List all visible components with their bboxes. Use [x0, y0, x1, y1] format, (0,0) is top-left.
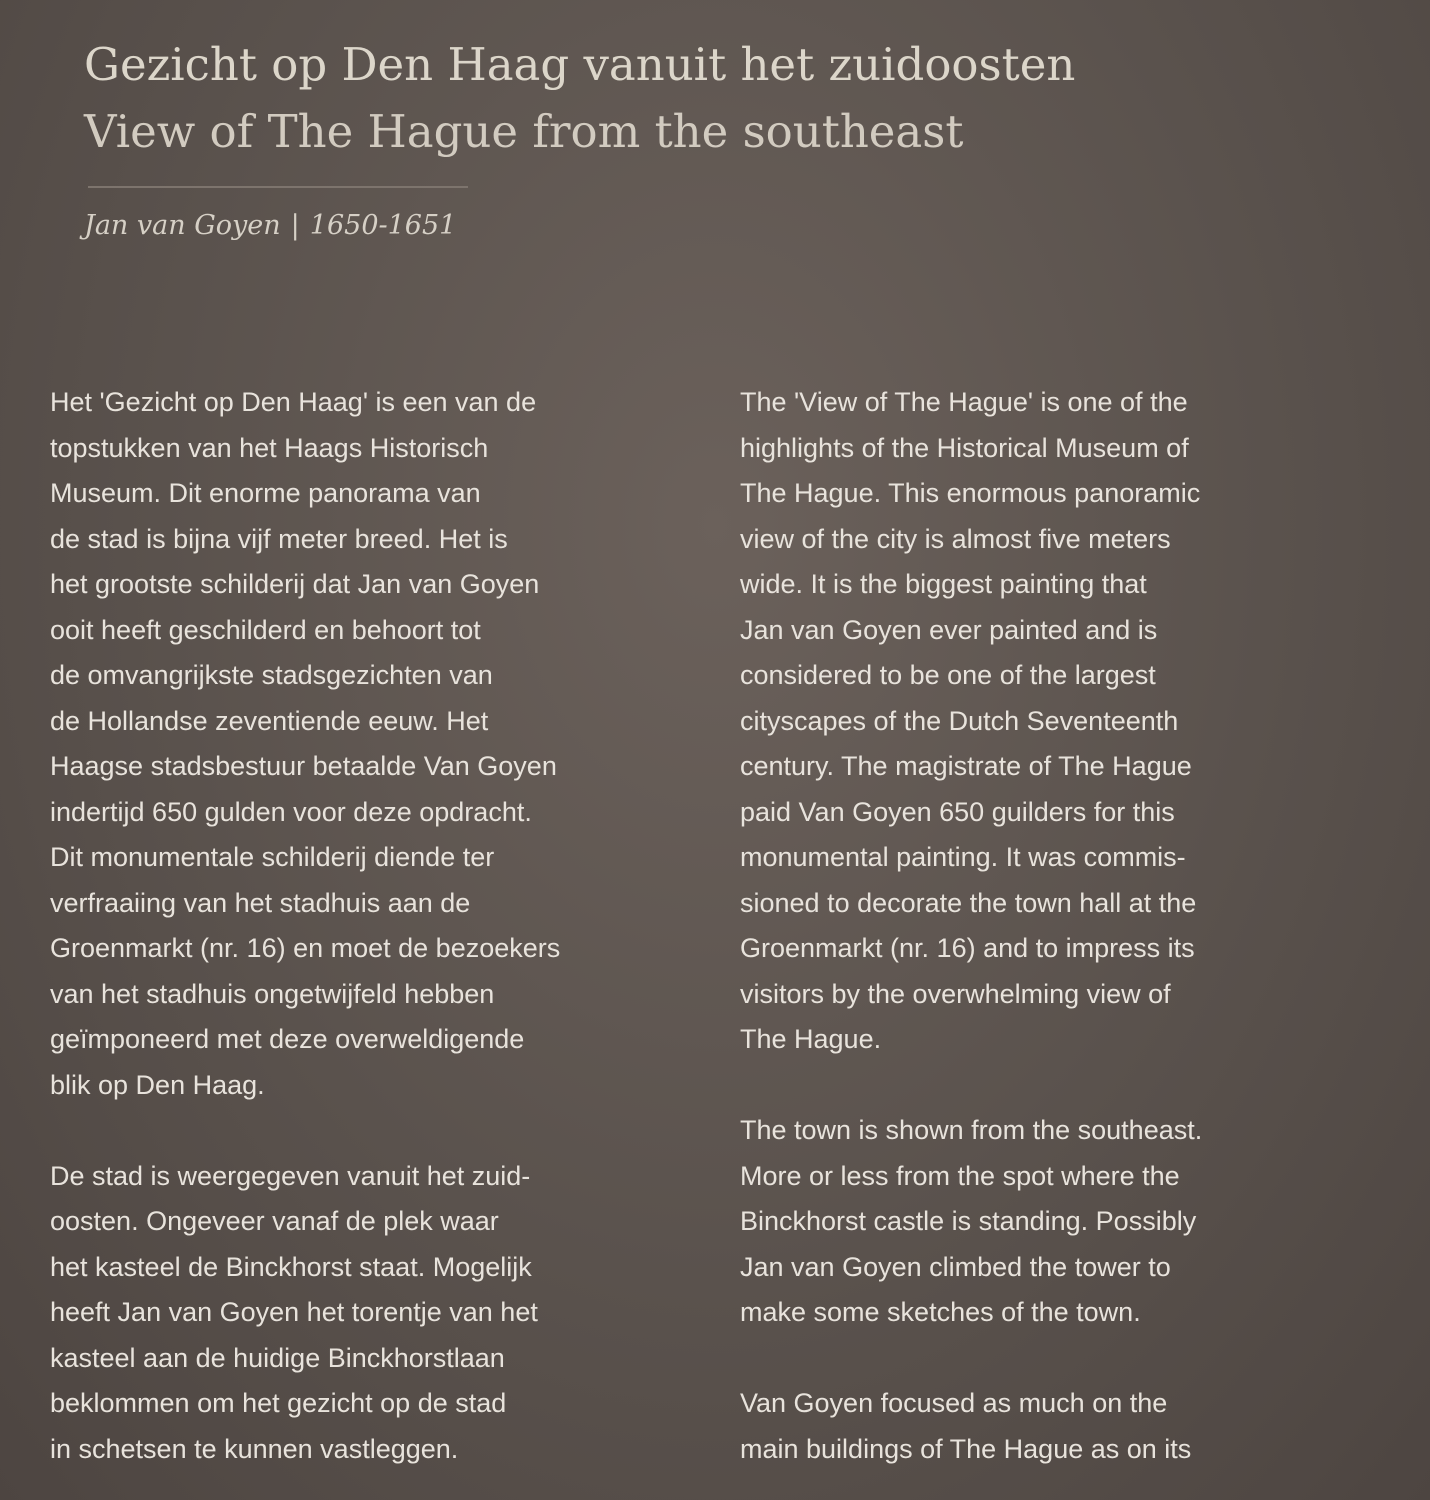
text-line: de stad is bijna vijf meter breed. Het is [50, 523, 508, 554]
title-divider [88, 186, 468, 188]
text-line: Jan van Goyen ever painted and is [740, 614, 1158, 645]
text-line: Dit monumentale schilderij diende ter [50, 842, 495, 872]
text-line: kasteel aan de huidige Binckhorstlaan [50, 1342, 505, 1373]
text-line: paid Van Goyen 650 guilders for this [740, 796, 1175, 827]
text-line: monumental painting. It was commis- [740, 842, 1186, 872]
text-line: geïmponeerd met deze overweldigende [50, 1024, 525, 1054]
dutch-paragraph-1 [50, 380, 700, 1108]
text-line: het kasteel de Binckhorst staat. Mogelijk [50, 1251, 532, 1282]
paragraph-gap [740, 1063, 1360, 1109]
byline-separator: | [290, 210, 300, 241]
text-line: Binckhorst castle is standing. Possibly [740, 1206, 1197, 1236]
text-line: indertijd 650 gulden voor deze opdracht. [50, 796, 532, 827]
text-line: The Hague. This enormous panoramic [740, 478, 1201, 508]
text-line: highlights of the Historical Museum of [740, 432, 1189, 463]
text-line: More or less from the spot where the [740, 1160, 1180, 1191]
english-paragraph-1 [740, 380, 1360, 1063]
text-line: century. The magistrate of The Hague [740, 751, 1192, 781]
text-line: blik op Den Haag. [50, 1069, 265, 1100]
text-line: Groenmarkt (nr. 16) and to impress its [740, 933, 1195, 963]
artwork-date: 1650-1651 [309, 210, 457, 241]
text-line: Groenmarkt (nr. 16) en moet de bezoekers [50, 933, 561, 963]
text-line: ooit heeft geschilderd en behoort tot [50, 614, 481, 645]
text-line: make some sketches of the town. [740, 1297, 1141, 1327]
text-line: in schetsen te kunnen vastleggen. [50, 1433, 459, 1464]
text-line: Het 'Gezicht op Den Haag' is een van de [50, 387, 537, 417]
text-line: heeft Jan van Goyen het torentje van het [50, 1297, 538, 1327]
text-line: considered to be one of the largest [740, 660, 1156, 690]
english-text-column [740, 380, 1360, 1472]
text-line: wide. It is the biggest painting that [740, 569, 1147, 599]
text-line: cityscapes of the Dutch Seventeenth [740, 705, 1179, 736]
title-dutch: Gezicht op Den Haag vanuit het zuidoosten [84, 38, 1076, 91]
text-line: Jan van Goyen climbed the tower to [740, 1251, 1171, 1282]
text-line: Museum. Dit enorme panorama van [50, 478, 481, 508]
byline [84, 210, 456, 241]
text-line: topstukken van het Haags Historisch [50, 432, 489, 463]
text-line: visitors by the overwhelming view of [740, 978, 1171, 1009]
text-line: oosten. Ongeveer vanaf de plek waar [50, 1206, 499, 1236]
text-line: Haagse stadsbestuur betaalde Van Goyen [50, 751, 557, 781]
text-line: sioned to decorate the town hall at the [740, 887, 1197, 918]
text-line: de omvangrijkste stadsgezichten van [50, 660, 493, 690]
text-line: view of the city is almost five meters [740, 523, 1171, 554]
text-line: de Hollandse zeventiende eeuw. Het [50, 705, 489, 736]
text-line: The 'View of The Hague' is one of the [740, 387, 1188, 417]
paragraph-gap [740, 1336, 1360, 1382]
text-line: het grootste schilderij dat Jan van Goyen [50, 569, 540, 599]
text-line: main buildings of The Hague as on its [740, 1433, 1192, 1464]
text-line: Van Goyen focused as much on the [740, 1388, 1168, 1418]
dutch-text-column [50, 380, 700, 1472]
text-line: verfraaiing van het stadhuis aan de [50, 887, 471, 918]
text-line: The town is shown from the southeast. [740, 1115, 1203, 1145]
title-english: View of The Hague from the southeast [84, 105, 964, 158]
paragraph-gap [50, 1108, 700, 1154]
text-line: The Hague. [740, 1024, 882, 1054]
dutch-paragraph-2 [50, 1154, 700, 1473]
text-line: beklommen om het gezicht op de stad [50, 1388, 507, 1418]
artist-name: Jan van Goyen [84, 210, 281, 241]
english-paragraph-3 [740, 1381, 1360, 1472]
text-line: De stad is weergegeven vanuit het zuid- [50, 1160, 531, 1191]
english-paragraph-2 [740, 1108, 1360, 1336]
text-line: van het stadhuis ongetwijfeld hebben [50, 978, 495, 1009]
